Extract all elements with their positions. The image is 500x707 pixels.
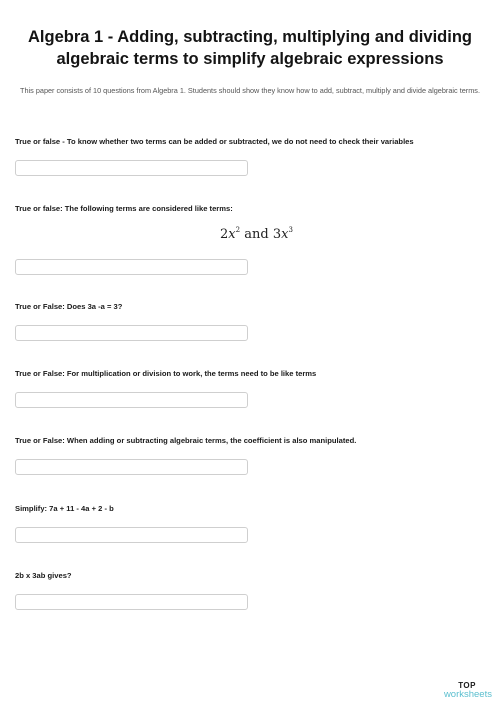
- question-3: [15, 302, 485, 312]
- math-expression: [220, 226, 293, 242]
- brand-bottom-text: worksheets: [443, 689, 492, 700]
- math-var: x: [228, 227, 236, 242]
- question-2: [15, 204, 485, 242]
- answer-input[interactable]: [15, 325, 248, 341]
- question-5: [15, 436, 485, 446]
- math-var: x: [281, 227, 289, 242]
- answer-input[interactable]: [15, 459, 248, 475]
- math-connector: and: [244, 227, 269, 242]
- answer-input[interactable]: [15, 259, 248, 275]
- brand-top-text: TOP: [458, 681, 476, 690]
- question-text: True or False: When adding or subtracting algebraic terms, the coefficient is also manipulated.: [15, 436, 357, 445]
- answer-input[interactable]: [15, 392, 248, 408]
- question-4: [15, 369, 485, 379]
- question-text: True or false - To know whether two terms can be added or subtracted, we do not need to check their variables: [15, 137, 414, 146]
- math-exp: 3: [288, 226, 293, 234]
- question-text: True or False: For multiplication or division to work, the terms need to be like terms: [15, 369, 317, 378]
- question-7: [15, 571, 485, 581]
- page-subtitle: This paper consists of 10 questions from Algebra 1. Students should show they know how to add, subtract, multiply and divide algebraic terms.: [20, 86, 480, 95]
- math-coef: 3: [272, 227, 282, 242]
- question-text: True or false: The following terms are considered like terms:: [15, 204, 233, 213]
- question-text: True or False: Does 3a -a = 3?: [15, 302, 123, 311]
- question-6: [15, 504, 485, 514]
- math-exp: 2: [235, 226, 241, 234]
- answer-input[interactable]: [15, 594, 248, 610]
- question-text: Simplify: 7a + 11 - 4a + 2 - b: [15, 504, 114, 513]
- question-text: 2b x 3ab gives?: [15, 571, 72, 580]
- brand-logo: [444, 681, 492, 699]
- math-coef: 2: [220, 227, 229, 242]
- page-title: Algebra 1 - Adding, subtracting, multiplying and dividing algebraic terms to simplify algebraic expressions: [28, 28, 472, 68]
- question-1: [15, 137, 485, 147]
- answer-input[interactable]: [15, 160, 248, 176]
- answer-input[interactable]: [15, 527, 248, 543]
